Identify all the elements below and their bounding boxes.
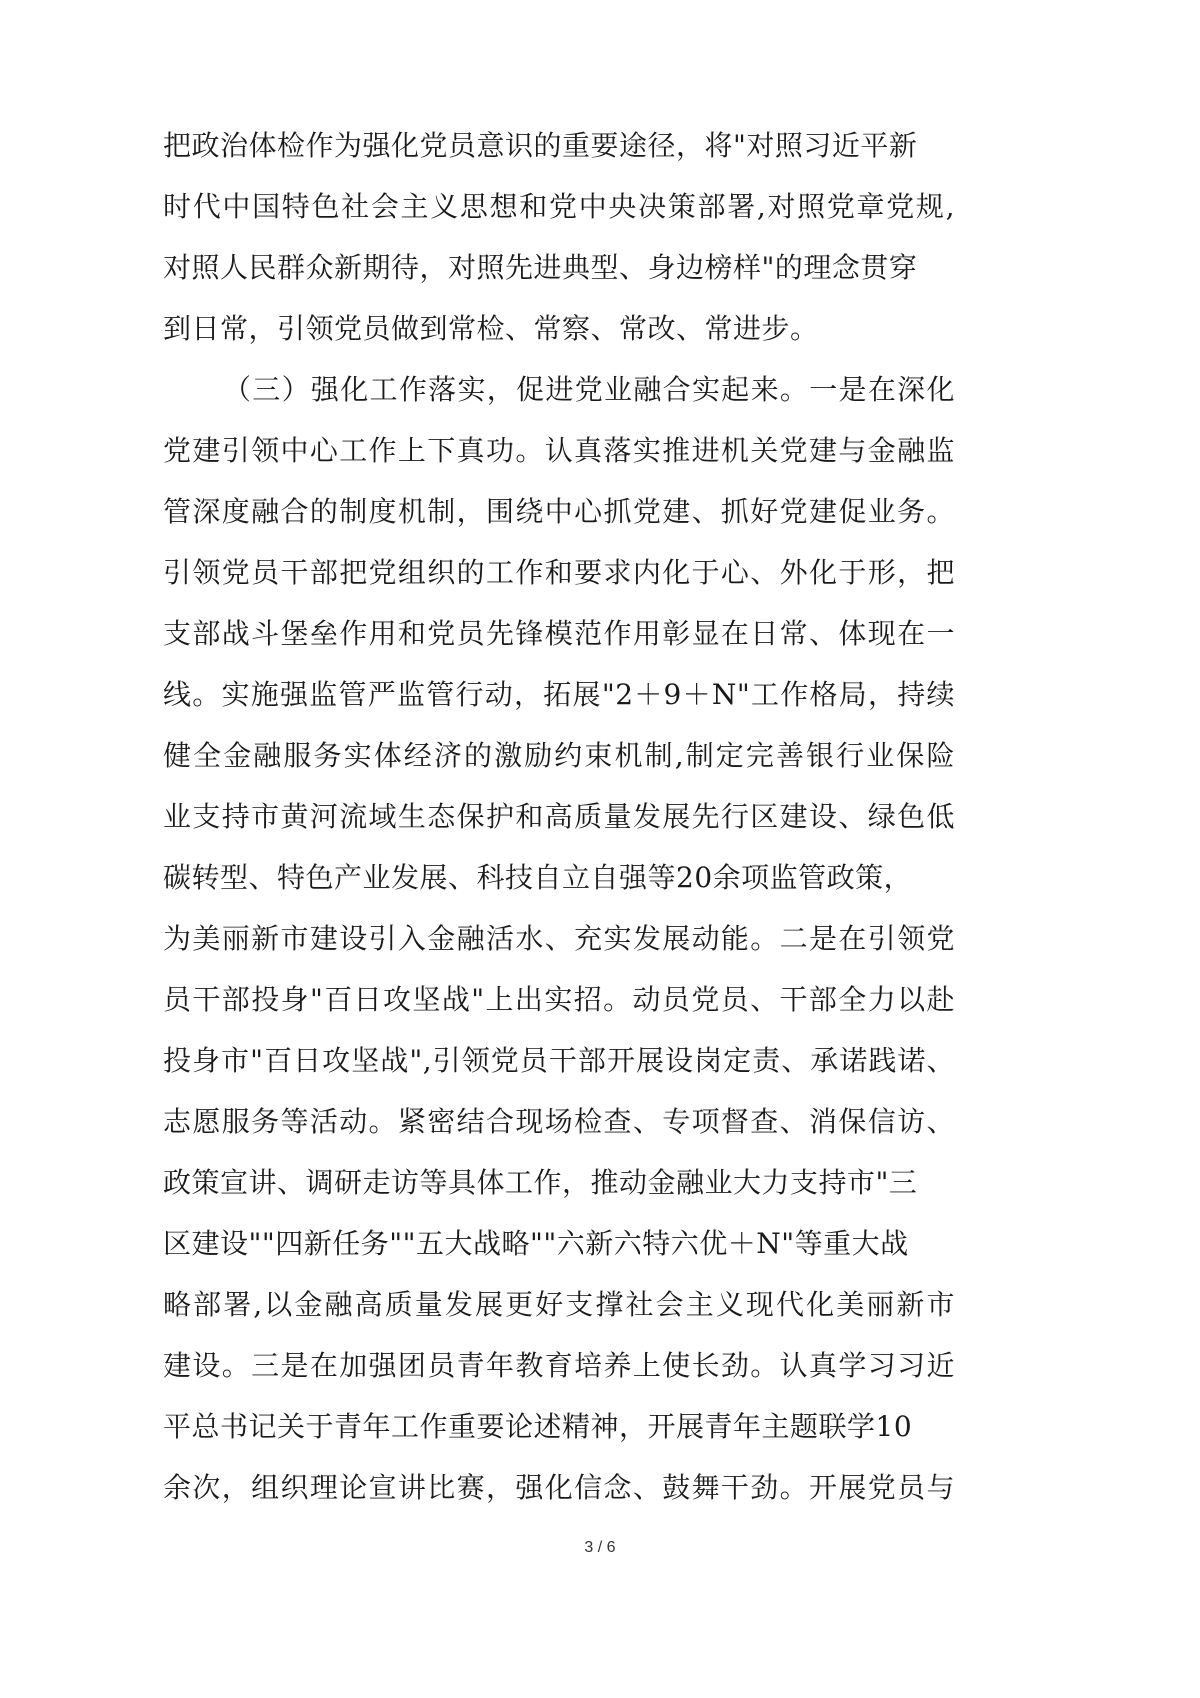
body-text-line: （三）强化工作落实，促进党业融合实起来。一是在深化 (223, 373, 955, 406)
body-text-line: 为美丽新市建设引入金融活水、充实发展动能。二是在引领党 (163, 922, 955, 955)
body-text-line: 业支持市黄河流域生态保护和高质量发展先行区建设、绿色低 (163, 800, 955, 833)
body-text-line: 到日常，引领党员做到常检、常察、常改、常进步。 (163, 312, 819, 345)
page-number: 3 / 6 (584, 1539, 616, 1556)
document-body (163, 115, 955, 1518)
body-text-line: 碳转型、特色产业发展、科技自立自强等20余项监管政策， (163, 861, 913, 894)
body-text-line: 志愿服务等活动。紧密结合现场检查、专项督查、消保信访、 (163, 1105, 955, 1138)
body-text-line: 把政治体检作为强化党员意识的重要途径，将"对照习近平新 (163, 129, 918, 162)
body-text-line: 政策宣讲、调研走访等具体工作，推动金融业大力支持市"三 (163, 1166, 918, 1199)
body-text-line: 平总书记关于青年工作重要论述精神，开展青年主题联学10 (163, 1410, 913, 1443)
body-text-line: 党建引领中心工作上下真功。认真落实推进机关党建与金融监 (163, 434, 955, 467)
body-text-line: 投身市"百日攻坚战",引领党员干部开展设岗定责、承诺践诺、 (163, 1044, 955, 1077)
body-text-line: 线。实施强监管严监管行动，拓展"2＋9＋N"工作格局，持续 (163, 678, 955, 711)
body-text-line: 余次，组织理论宣讲比赛，强化信念、鼓舞干劲。开展党员与 (163, 1471, 955, 1504)
body-text-line: 员干部投身"百日攻坚战"上出实招。动员党员、干部全力以赴 (163, 983, 955, 1016)
body-text-line: 引领党员干部把党组织的工作和要求内化于心、外化于形，把 (163, 556, 955, 589)
body-text-line: 管深度融合的制度机制，围绕中心抓党建、抓好党建促业务。 (163, 495, 955, 528)
body-text-line: 支部战斗堡垒作用和党员先锋模范作用彰显在日常、体现在一 (163, 617, 955, 650)
paragraph (163, 359, 955, 1518)
body-text-line: 区建设""四新任务""五大战略""六新六特六优＋N"等重大战 (163, 1227, 909, 1260)
body-text-line: 时代中国特色社会主义思想和党中央决策部署,对照党章党规, (163, 190, 955, 223)
body-text-line: 建设。三是在加强团员青年教育培养上使长劲。认真学习习近 (163, 1349, 955, 1382)
paragraph (163, 115, 955, 359)
body-text-line: 健全金融服务实体经济的激励约束机制,制定完善银行业保险 (163, 739, 955, 772)
body-text-line: 对照人民群众新期待，对照先进典型、身边榜样"的理念贯穿 (163, 251, 918, 284)
body-text-line: 略部署,以金融高质量发展更好支撑社会主义现代化美丽新市 (163, 1288, 955, 1321)
